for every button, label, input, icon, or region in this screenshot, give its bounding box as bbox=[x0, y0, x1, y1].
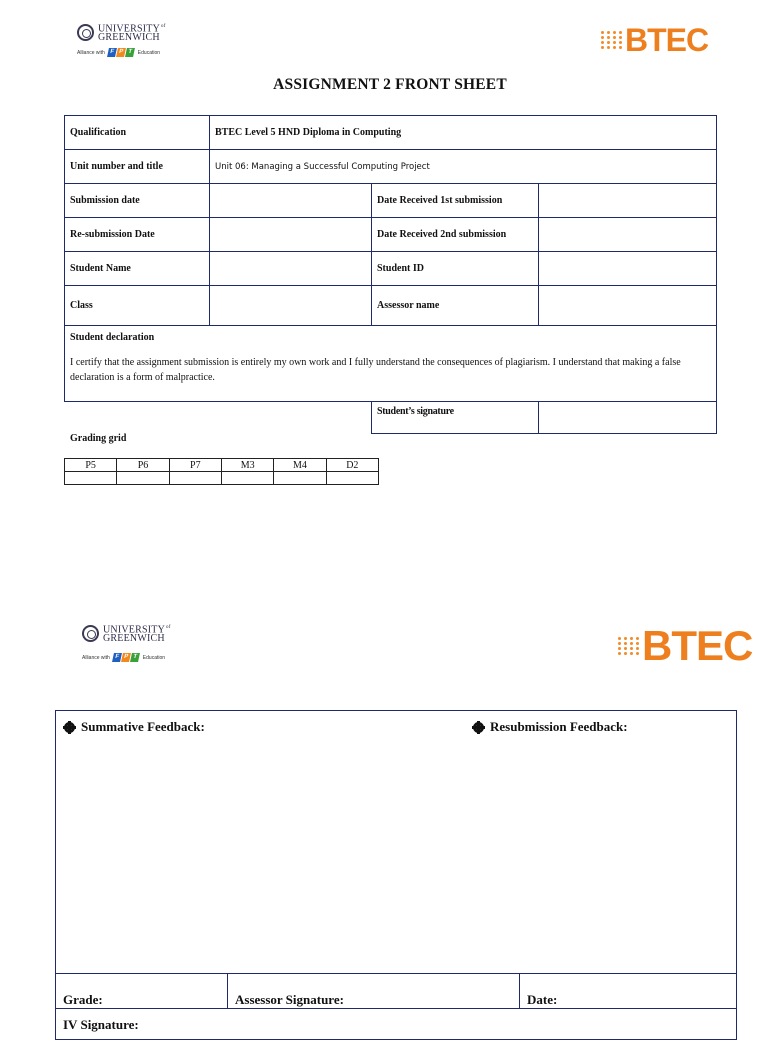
university-name: $UNIVERSITY^{of}$ GREENWICH bbox=[98, 23, 166, 44]
grade-cell-d2[interactable] bbox=[326, 472, 378, 485]
grade-cell-m3[interactable] bbox=[221, 472, 273, 485]
btec-logo-page2 bbox=[618, 623, 752, 669]
university-crest-icon bbox=[82, 625, 99, 642]
gear-icon bbox=[64, 722, 75, 733]
grade-header-p7: P7 bbox=[169, 459, 221, 472]
table-row bbox=[65, 116, 717, 150]
resubmission-date-field[interactable] bbox=[210, 218, 372, 252]
resubmission-date-label: Re-submission Date bbox=[65, 218, 210, 252]
resubmission-feedback-label: Resubmission Feedback: bbox=[490, 719, 628, 734]
grading-header-row bbox=[65, 459, 379, 472]
table-row bbox=[65, 326, 717, 402]
grade-header-m3: M3 bbox=[221, 459, 273, 472]
page-title: ASSIGNMENT 2 FRONT SHEET bbox=[273, 76, 507, 93]
resubmission-feedback-heading bbox=[473, 719, 628, 735]
university-crest-icon bbox=[77, 24, 94, 41]
assessor-signature-label: Assessor Signature: bbox=[235, 992, 344, 1007]
submission-date-label: Submission date bbox=[65, 184, 210, 218]
university-name: $UNIVERSITY^{of}$ GREENWICH bbox=[103, 624, 171, 645]
table-row bbox=[65, 252, 717, 286]
iv-signature-label: IV Signature: bbox=[63, 1017, 139, 1032]
unit-value: Unit 06: Managing a Successful Computing Project bbox=[210, 150, 717, 184]
grade-header-m4: M4 bbox=[274, 459, 326, 472]
front-sheet-table bbox=[64, 115, 717, 434]
table-row bbox=[65, 184, 717, 218]
btec-wordmark: BTEC bbox=[625, 22, 709, 58]
date-label: Date: bbox=[527, 992, 558, 1007]
summative-feedback-label: Summative Feedback: bbox=[81, 719, 205, 734]
alliance-line: Alliance with F P T Education bbox=[77, 49, 161, 56]
feedback-box bbox=[55, 710, 737, 1040]
alliance-line: Alliance with F P T Education bbox=[82, 654, 166, 661]
grade-header-p6: P6 bbox=[117, 459, 169, 472]
declaration-label: Student declaration bbox=[70, 332, 155, 343]
signature-label: Student’s signature bbox=[372, 402, 539, 434]
grade-field[interactable] bbox=[56, 974, 228, 1008]
gear-icon bbox=[473, 722, 484, 733]
btec-dots-icon bbox=[601, 31, 623, 49]
university-greenwich-logo-page2 bbox=[82, 623, 171, 662]
fpt-logo-icon: F P T bbox=[108, 48, 135, 57]
class-label: Class bbox=[65, 286, 210, 326]
table-row bbox=[65, 402, 717, 434]
table-row bbox=[65, 286, 717, 326]
submission-date-field[interactable] bbox=[210, 184, 372, 218]
btec-dots-icon bbox=[618, 637, 640, 655]
unit-label: Unit number and title bbox=[65, 150, 210, 184]
assessor-name-label: Assessor name bbox=[372, 286, 539, 326]
date-received-1-field[interactable] bbox=[539, 184, 717, 218]
assessor-name-field[interactable] bbox=[539, 286, 717, 326]
grade-cell-p6[interactable] bbox=[117, 472, 169, 485]
date-field[interactable] bbox=[519, 974, 735, 1008]
student-declaration bbox=[65, 326, 717, 402]
date-received-2-label: Date Received 2nd submission bbox=[372, 218, 539, 252]
student-name-field[interactable] bbox=[210, 252, 372, 286]
btec-logo bbox=[601, 22, 708, 58]
btec-wordmark: BTEC bbox=[642, 622, 753, 669]
university-greenwich-logo bbox=[77, 22, 166, 57]
signature-field[interactable] bbox=[539, 402, 717, 434]
grade-signature-row bbox=[56, 973, 736, 1009]
grading-value-row bbox=[65, 472, 379, 485]
grade-cell-p5[interactable] bbox=[65, 472, 117, 485]
qualification-value: BTEC Level 5 HND Diploma in Computing bbox=[210, 116, 717, 150]
grade-cell-m4[interactable] bbox=[274, 472, 326, 485]
summative-feedback-heading bbox=[64, 719, 205, 735]
declaration-text: I certify that the assignment submission is entirely my own work and I fully understand the consequences of plagiarism. I understand that making a false declaration is a form of malpractice. bbox=[70, 357, 681, 383]
grading-grid-table bbox=[64, 458, 379, 485]
assessor-signature-field[interactable] bbox=[227, 974, 520, 1008]
grade-label: Grade: bbox=[63, 992, 103, 1007]
grading-grid-label: Grading grid bbox=[70, 433, 127, 444]
class-field[interactable] bbox=[210, 286, 372, 326]
date-received-1-label: Date Received 1st submission bbox=[372, 184, 539, 218]
fpt-logo-icon: F P T bbox=[113, 653, 140, 662]
qualification-label: Qualification bbox=[65, 116, 210, 150]
date-received-2-field[interactable] bbox=[539, 218, 717, 252]
student-name-label: Student Name bbox=[65, 252, 210, 286]
table-row bbox=[65, 150, 717, 184]
grade-header-d2: D2 bbox=[326, 459, 378, 472]
student-id-label: Student ID bbox=[372, 252, 539, 286]
grade-header-p5: P5 bbox=[65, 459, 117, 472]
table-row bbox=[65, 218, 717, 252]
student-id-field[interactable] bbox=[539, 252, 717, 286]
grade-cell-p7[interactable] bbox=[169, 472, 221, 485]
